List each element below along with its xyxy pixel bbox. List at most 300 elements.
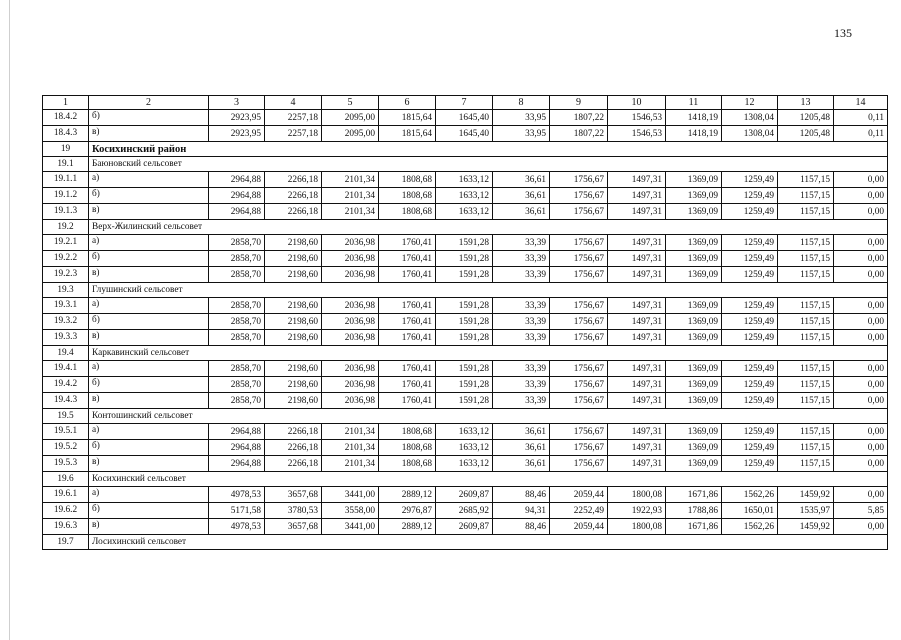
value-cell: 2923,95 [209, 126, 265, 142]
row-code: 19.5.3 [43, 456, 89, 472]
value-cell: 1922,93 [608, 503, 666, 519]
value-cell: 1645,40 [436, 110, 493, 126]
value-cell: 1591,28 [436, 314, 493, 330]
row-code: 19.3.3 [43, 330, 89, 346]
value-cell: 1800,08 [608, 519, 666, 535]
value-cell: 2858,70 [209, 330, 265, 346]
section-row [43, 346, 888, 361]
value-cell: 1497,31 [608, 204, 666, 220]
column-header: 6 [379, 96, 436, 110]
row-label: в) [89, 126, 209, 142]
tariff-table [42, 95, 888, 550]
value-cell: 1259,49 [722, 298, 778, 314]
value-cell: 2964,88 [209, 188, 265, 204]
value-cell: 94,31 [493, 503, 550, 519]
value-cell: 33,39 [493, 393, 550, 409]
value-cell: 3441,00 [322, 487, 379, 503]
value-cell: 1157,15 [778, 298, 834, 314]
value-cell: 1157,15 [778, 204, 834, 220]
value-cell: 2858,70 [209, 361, 265, 377]
value-cell: 36,61 [493, 456, 550, 472]
value-cell: 2036,98 [322, 361, 379, 377]
table-row [43, 361, 888, 377]
value-cell: 2257,18 [265, 110, 322, 126]
row-code: 19.2.3 [43, 267, 89, 283]
value-cell: 2964,88 [209, 172, 265, 188]
section-row [43, 535, 888, 550]
value-cell: 0,00 [834, 172, 888, 188]
value-cell: 1157,15 [778, 330, 834, 346]
value-cell: 1418,19 [666, 110, 722, 126]
value-cell: 1591,28 [436, 393, 493, 409]
value-cell: 0,00 [834, 235, 888, 251]
value-cell: 1369,09 [666, 298, 722, 314]
value-cell: 2923,95 [209, 110, 265, 126]
column-header: 9 [550, 96, 608, 110]
row-code: 19.5.1 [43, 424, 89, 440]
value-cell: 1259,49 [722, 235, 778, 251]
value-cell: 1756,67 [550, 267, 608, 283]
value-cell: 3657,68 [265, 519, 322, 535]
section-row [43, 283, 888, 298]
section-title: Лосихинский сельсовет [89, 535, 888, 550]
value-cell: 2036,98 [322, 314, 379, 330]
value-cell: 1808,68 [379, 172, 436, 188]
value-cell: 1497,31 [608, 424, 666, 440]
value-cell: 0,00 [834, 487, 888, 503]
table-row [43, 503, 888, 519]
value-cell: 1756,67 [550, 314, 608, 330]
value-cell: 1497,31 [608, 393, 666, 409]
value-cell: 1157,15 [778, 251, 834, 267]
value-cell: 1157,15 [778, 393, 834, 409]
row-label: в) [89, 393, 209, 409]
value-cell: 33,39 [493, 314, 550, 330]
value-cell: 2036,98 [322, 298, 379, 314]
district-title: Косихинский район [89, 142, 888, 157]
value-cell: 1259,49 [722, 267, 778, 283]
row-label: а) [89, 487, 209, 503]
value-cell: 2101,34 [322, 172, 379, 188]
value-cell: 2858,70 [209, 377, 265, 393]
value-cell: 0,00 [834, 424, 888, 440]
table-row [43, 330, 888, 346]
value-cell: 4978,53 [209, 519, 265, 535]
value-cell: 2976,87 [379, 503, 436, 519]
value-cell: 0,00 [834, 251, 888, 267]
value-cell: 1369,09 [666, 251, 722, 267]
row-label: а) [89, 424, 209, 440]
value-cell: 2266,18 [265, 188, 322, 204]
row-label: б) [89, 377, 209, 393]
value-cell: 2964,88 [209, 456, 265, 472]
value-cell: 1497,31 [608, 330, 666, 346]
value-cell: 1591,28 [436, 235, 493, 251]
row-code: 19.5.2 [43, 440, 89, 456]
row-code: 19.2.2 [43, 251, 89, 267]
value-cell: 0,00 [834, 204, 888, 220]
value-cell: 1369,09 [666, 424, 722, 440]
value-cell: 1497,31 [608, 298, 666, 314]
value-cell: 1369,09 [666, 361, 722, 377]
value-cell: 1756,67 [550, 330, 608, 346]
value-cell: 0,00 [834, 298, 888, 314]
value-cell: 1259,49 [722, 456, 778, 472]
value-cell: 1591,28 [436, 298, 493, 314]
column-header: 2 [89, 96, 209, 110]
row-code: 19.4.1 [43, 361, 89, 377]
row-code: 19.7 [43, 535, 89, 550]
value-cell: 2198,60 [265, 393, 322, 409]
section-title: Верх-Жилинский сельсовет [89, 220, 888, 235]
value-cell: 2095,00 [322, 110, 379, 126]
value-cell: 1591,28 [436, 267, 493, 283]
value-cell: 2889,12 [379, 519, 436, 535]
value-cell: 2101,34 [322, 440, 379, 456]
value-cell: 1259,49 [722, 424, 778, 440]
value-cell: 2036,98 [322, 251, 379, 267]
district-row [43, 142, 888, 157]
value-cell: 1418,19 [666, 126, 722, 142]
value-cell: 2609,87 [436, 487, 493, 503]
value-cell: 2198,60 [265, 314, 322, 330]
table-row [43, 487, 888, 503]
value-cell: 1259,49 [722, 440, 778, 456]
value-cell: 1756,67 [550, 440, 608, 456]
value-cell: 0,00 [834, 188, 888, 204]
value-cell: 1157,15 [778, 188, 834, 204]
value-cell: 1760,41 [379, 330, 436, 346]
value-cell: 2036,98 [322, 235, 379, 251]
value-cell: 1633,12 [436, 440, 493, 456]
table-row [43, 204, 888, 220]
value-cell: 1808,68 [379, 204, 436, 220]
table-row [43, 188, 888, 204]
value-cell: 1157,15 [778, 456, 834, 472]
value-cell: 33,39 [493, 330, 550, 346]
value-cell: 0,00 [834, 377, 888, 393]
value-cell: 1308,04 [722, 110, 778, 126]
value-cell: 2266,18 [265, 440, 322, 456]
value-cell: 0,11 [834, 126, 888, 142]
value-cell: 1369,09 [666, 314, 722, 330]
row-code: 19.1.3 [43, 204, 89, 220]
value-cell: 2858,70 [209, 314, 265, 330]
column-header: 7 [436, 96, 493, 110]
value-cell: 1808,68 [379, 424, 436, 440]
value-cell: 1157,15 [778, 424, 834, 440]
value-cell: 1459,92 [778, 519, 834, 535]
column-header: 10 [608, 96, 666, 110]
value-cell: 2266,18 [265, 172, 322, 188]
value-cell: 1157,15 [778, 377, 834, 393]
value-cell: 2101,34 [322, 424, 379, 440]
row-code: 19.2 [43, 220, 89, 235]
value-cell: 4978,53 [209, 487, 265, 503]
value-cell: 1369,09 [666, 188, 722, 204]
value-cell: 1497,31 [608, 456, 666, 472]
value-cell: 1807,22 [550, 110, 608, 126]
value-cell: 1760,41 [379, 267, 436, 283]
value-cell: 0,00 [834, 267, 888, 283]
row-code: 19.6 [43, 472, 89, 487]
column-header: 8 [493, 96, 550, 110]
value-cell: 1497,31 [608, 361, 666, 377]
value-cell: 2059,44 [550, 487, 608, 503]
value-cell: 2858,70 [209, 298, 265, 314]
value-cell: 1645,40 [436, 126, 493, 142]
value-cell: 1259,49 [722, 251, 778, 267]
value-cell: 2036,98 [322, 267, 379, 283]
value-cell: 1562,26 [722, 487, 778, 503]
value-cell: 1535,97 [778, 503, 834, 519]
table-row [43, 377, 888, 393]
table-row [43, 172, 888, 188]
row-code: 19.5 [43, 409, 89, 424]
value-cell: 1205,48 [778, 126, 834, 142]
value-cell: 1259,49 [722, 393, 778, 409]
value-cell: 1591,28 [436, 377, 493, 393]
value-cell: 33,39 [493, 251, 550, 267]
value-cell: 2889,12 [379, 487, 436, 503]
value-cell: 1788,86 [666, 503, 722, 519]
value-cell: 2198,60 [265, 377, 322, 393]
row-label: б) [89, 440, 209, 456]
value-cell: 2964,88 [209, 204, 265, 220]
value-cell: 1671,86 [666, 487, 722, 503]
value-cell: 2858,70 [209, 267, 265, 283]
row-code: 19.4.2 [43, 377, 89, 393]
value-cell: 1369,09 [666, 440, 722, 456]
value-cell: 1369,09 [666, 172, 722, 188]
table-row [43, 456, 888, 472]
table-row [43, 126, 888, 142]
value-cell: 0,00 [834, 314, 888, 330]
value-cell: 1671,86 [666, 519, 722, 535]
value-cell: 88,46 [493, 487, 550, 503]
value-cell: 0,00 [834, 393, 888, 409]
table-row [43, 519, 888, 535]
value-cell: 1591,28 [436, 330, 493, 346]
value-cell: 1497,31 [608, 267, 666, 283]
value-cell: 1369,09 [666, 393, 722, 409]
row-label: в) [89, 456, 209, 472]
value-cell: 1815,64 [379, 126, 436, 142]
value-cell: 1369,09 [666, 235, 722, 251]
value-cell: 1756,67 [550, 188, 608, 204]
value-cell: 5,85 [834, 503, 888, 519]
value-cell: 1497,31 [608, 440, 666, 456]
value-cell: 3558,00 [322, 503, 379, 519]
value-cell: 36,61 [493, 204, 550, 220]
value-cell: 2266,18 [265, 424, 322, 440]
value-cell: 1591,28 [436, 251, 493, 267]
value-cell: 1760,41 [379, 314, 436, 330]
table-row [43, 251, 888, 267]
value-cell: 1369,09 [666, 377, 722, 393]
value-cell: 2858,70 [209, 235, 265, 251]
section-title: Косихинский сельсовет [89, 472, 888, 487]
value-cell: 1760,41 [379, 298, 436, 314]
row-code: 19.4.3 [43, 393, 89, 409]
column-header: 12 [722, 96, 778, 110]
value-cell: 1807,22 [550, 126, 608, 142]
value-cell: 2858,70 [209, 393, 265, 409]
row-label: а) [89, 298, 209, 314]
value-cell: 1756,67 [550, 377, 608, 393]
table-row [43, 267, 888, 283]
value-cell: 1259,49 [722, 314, 778, 330]
value-cell: 2101,34 [322, 456, 379, 472]
row-label: б) [89, 188, 209, 204]
row-label: в) [89, 330, 209, 346]
value-cell: 2198,60 [265, 235, 322, 251]
row-label: б) [89, 110, 209, 126]
value-cell: 33,39 [493, 235, 550, 251]
value-cell: 1546,53 [608, 110, 666, 126]
value-cell: 36,61 [493, 440, 550, 456]
value-cell: 1815,64 [379, 110, 436, 126]
value-cell: 2101,34 [322, 204, 379, 220]
value-cell: 1633,12 [436, 424, 493, 440]
row-code: 19.3 [43, 283, 89, 298]
value-cell: 2101,34 [322, 188, 379, 204]
row-code: 19.6.1 [43, 487, 89, 503]
value-cell: 2266,18 [265, 456, 322, 472]
value-cell: 2198,60 [265, 361, 322, 377]
section-row [43, 220, 888, 235]
row-code: 19 [43, 142, 89, 157]
value-cell: 1756,67 [550, 235, 608, 251]
value-cell: 2609,87 [436, 519, 493, 535]
value-cell: 1497,31 [608, 377, 666, 393]
value-cell: 1369,09 [666, 330, 722, 346]
value-cell: 1369,09 [666, 204, 722, 220]
value-cell: 2198,60 [265, 298, 322, 314]
value-cell: 1157,15 [778, 172, 834, 188]
value-cell: 33,39 [493, 267, 550, 283]
value-cell: 1808,68 [379, 440, 436, 456]
value-cell: 2252,49 [550, 503, 608, 519]
value-cell: 33,95 [493, 126, 550, 142]
value-cell: 1756,67 [550, 298, 608, 314]
value-cell: 2266,18 [265, 204, 322, 220]
value-cell: 1591,28 [436, 361, 493, 377]
row-code: 19.1.2 [43, 188, 89, 204]
value-cell: 1259,49 [722, 377, 778, 393]
row-label: в) [89, 519, 209, 535]
value-cell: 1205,48 [778, 110, 834, 126]
value-cell: 1756,67 [550, 172, 608, 188]
table-row [43, 393, 888, 409]
row-code: 19.6.3 [43, 519, 89, 535]
value-cell: 0,11 [834, 110, 888, 126]
value-cell: 33,95 [493, 110, 550, 126]
value-cell: 1546,53 [608, 126, 666, 142]
value-cell: 1760,41 [379, 361, 436, 377]
value-cell: 1760,41 [379, 235, 436, 251]
value-cell: 2964,88 [209, 424, 265, 440]
value-cell: 2858,70 [209, 251, 265, 267]
value-cell: 1808,68 [379, 456, 436, 472]
value-cell: 1760,41 [379, 393, 436, 409]
row-code: 19.1 [43, 157, 89, 172]
section-row [43, 157, 888, 172]
value-cell: 1157,15 [778, 267, 834, 283]
table-row [43, 298, 888, 314]
column-header: 1 [43, 96, 89, 110]
table-row [43, 440, 888, 456]
value-cell: 5171,58 [209, 503, 265, 519]
value-cell: 1259,49 [722, 204, 778, 220]
value-cell: 2095,00 [322, 126, 379, 142]
row-label: б) [89, 314, 209, 330]
value-cell: 2198,60 [265, 251, 322, 267]
value-cell: 0,00 [834, 361, 888, 377]
header-row [43, 96, 888, 110]
section-title: Глушинский сельсовет [89, 283, 888, 298]
value-cell: 33,39 [493, 298, 550, 314]
value-cell: 2036,98 [322, 393, 379, 409]
row-label: а) [89, 235, 209, 251]
table-row [43, 314, 888, 330]
value-cell: 1497,31 [608, 314, 666, 330]
section-title: Контошинский сельсовет [89, 409, 888, 424]
column-header: 14 [834, 96, 888, 110]
section-row [43, 409, 888, 424]
value-cell: 1369,09 [666, 456, 722, 472]
value-cell: 1562,26 [722, 519, 778, 535]
value-cell: 0,00 [834, 519, 888, 535]
row-label: в) [89, 267, 209, 283]
value-cell: 1259,49 [722, 188, 778, 204]
value-cell: 1157,15 [778, 361, 834, 377]
value-cell: 3657,68 [265, 487, 322, 503]
value-cell: 2685,92 [436, 503, 493, 519]
value-cell: 2964,88 [209, 440, 265, 456]
row-code: 19.2.1 [43, 235, 89, 251]
value-cell: 1756,67 [550, 361, 608, 377]
row-label: б) [89, 251, 209, 267]
value-cell: 1756,67 [550, 456, 608, 472]
column-header: 11 [666, 96, 722, 110]
value-cell: 1308,04 [722, 126, 778, 142]
value-cell: 2198,60 [265, 330, 322, 346]
value-cell: 1760,41 [379, 377, 436, 393]
value-cell: 1756,67 [550, 424, 608, 440]
value-cell: 2036,98 [322, 330, 379, 346]
value-cell: 0,00 [834, 330, 888, 346]
row-code: 18.4.3 [43, 126, 89, 142]
value-cell: 1633,12 [436, 172, 493, 188]
value-cell: 33,39 [493, 361, 550, 377]
section-row [43, 472, 888, 487]
value-cell: 2257,18 [265, 126, 322, 142]
row-label: а) [89, 172, 209, 188]
column-header: 4 [265, 96, 322, 110]
value-cell: 1157,15 [778, 235, 834, 251]
left-margin-line [9, 0, 10, 640]
value-cell: 1808,68 [379, 188, 436, 204]
row-code: 19.4 [43, 346, 89, 361]
value-cell: 1157,15 [778, 314, 834, 330]
value-cell: 1756,67 [550, 204, 608, 220]
value-cell: 33,39 [493, 377, 550, 393]
value-cell: 1760,41 [379, 251, 436, 267]
row-code: 19.3.2 [43, 314, 89, 330]
row-code: 19.3.1 [43, 298, 89, 314]
table-row [43, 424, 888, 440]
